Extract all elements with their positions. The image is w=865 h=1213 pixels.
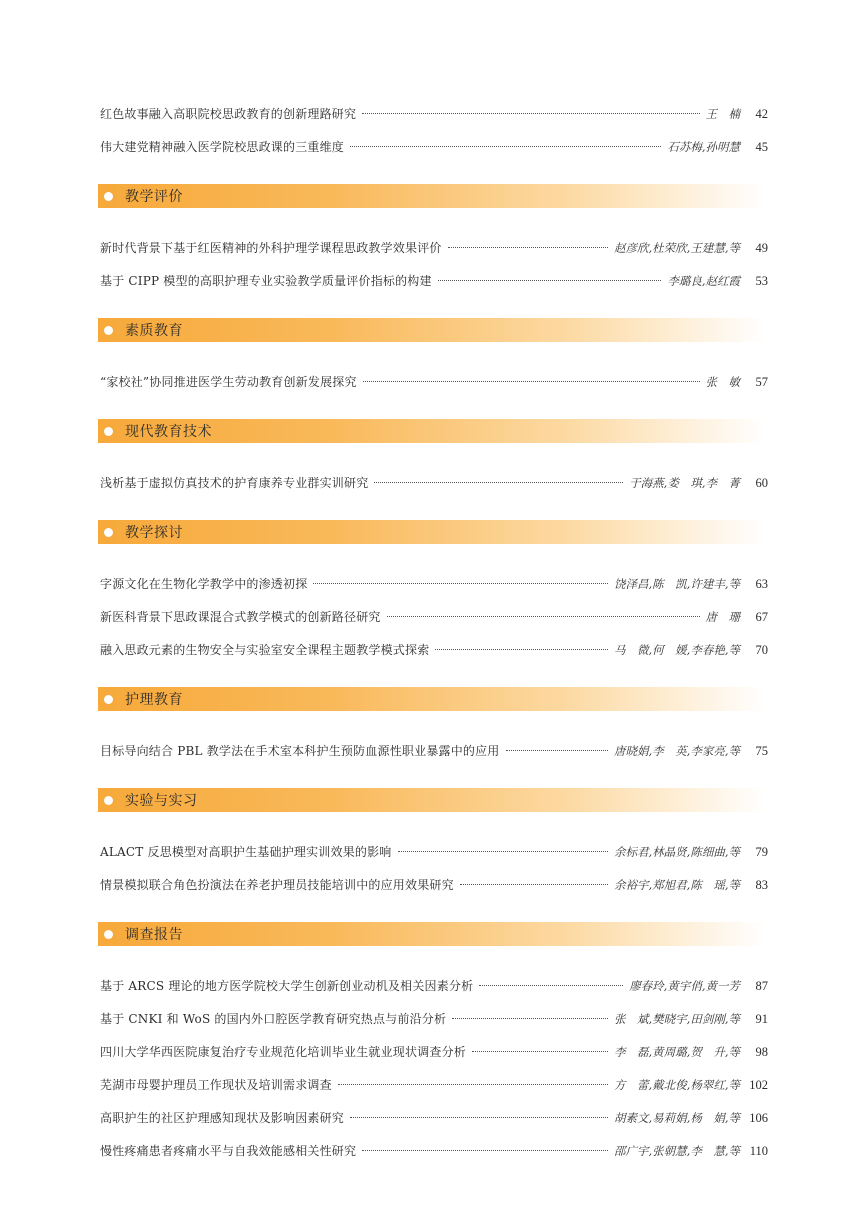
entry-page-number: 70	[755, 643, 768, 657]
entry-authors: 余裕宇,郑旭君,陈 瑶,等	[614, 878, 740, 892]
entry-authors: 余标君,林晶贤,陈细曲,等	[614, 845, 740, 859]
entry-page-number: 106	[749, 1111, 768, 1125]
entry-page-number: 60	[755, 476, 768, 490]
entry-authors: 廖春玲,黄宇俏,黄一芳	[629, 979, 740, 993]
toc-entry[interactable]	[100, 735, 768, 768]
entry-title: 伟大建党精神融入医学院校思政课的三重维度	[100, 140, 345, 154]
entry-page-number: 102	[749, 1078, 768, 1092]
section-title: 护理教育	[125, 692, 183, 708]
entry-page-number: 91	[755, 1012, 768, 1026]
toc-entry[interactable]	[100, 970, 768, 1003]
entry-authors: 李璐良,赵红霞	[667, 274, 740, 288]
section-title: 调查报告	[125, 927, 183, 943]
entry-title: 目标导向结合 PBL 教学法在手术室本科护生预防血源性职业暴露中的应用	[100, 744, 500, 758]
dot-leader	[374, 482, 623, 483]
entry-authors: 张 斌,樊晓宇,田剑刚,等	[614, 1012, 740, 1026]
section-header	[98, 184, 766, 208]
toc-entry[interactable]	[100, 1003, 768, 1036]
entry-title: 新医科背景下思政课混合式教学模式的创新路径研究	[100, 610, 381, 624]
entry-title: 融入思政元素的生物安全与实验室安全课程主题教学模式探索	[100, 643, 430, 657]
section-header	[98, 419, 766, 443]
toc-entry[interactable]	[100, 568, 768, 601]
entry-authors: 唐 珊	[705, 610, 740, 624]
entry-authors: 马 微,何 媛,李春艳,等	[614, 643, 740, 657]
entry-page-number: 79	[755, 845, 768, 859]
section-title: 教学评价	[125, 189, 183, 205]
dot-leader	[460, 884, 608, 885]
entry-authors: 李 磊,黄周璐,贺 升,等	[614, 1045, 740, 1059]
toc-entry[interactable]	[100, 634, 768, 667]
entry-title: “家校社”协同推进医学生劳动教育创新发展探究	[100, 375, 357, 389]
section-header	[98, 788, 766, 812]
bullet-dot-icon	[104, 427, 113, 436]
toc-entry[interactable]	[100, 1135, 768, 1168]
entry-page-number: 98	[755, 1045, 768, 1059]
entry-authors: 赵彦欣,杜荣欣,王建慧,等	[614, 241, 740, 255]
entry-page-number: 49	[755, 241, 768, 255]
entry-page-number: 67	[755, 610, 768, 624]
section-title: 现代教育技术	[125, 424, 212, 440]
toc-entry[interactable]	[100, 601, 768, 634]
entry-title: 慢性疼痛患者疼痛水平与自我效能感相关性研究	[100, 1144, 357, 1158]
bullet-dot-icon	[104, 528, 113, 537]
toc-entry[interactable]	[100, 366, 768, 399]
toc-entry[interactable]	[100, 1102, 768, 1135]
section-title: 素质教育	[125, 323, 183, 339]
bullet-dot-icon	[104, 326, 113, 335]
entry-authors: 于海燕,娄 琪,李 菁	[629, 476, 740, 490]
toc-entry[interactable]	[100, 467, 768, 500]
table-of-contents	[100, 98, 768, 1168]
toc-entry[interactable]	[100, 265, 768, 298]
entry-title: 芜湖市母婴护理员工作现状及培训需求调查	[100, 1078, 332, 1092]
entry-authors: 饶泽昌,陈 凯,许建丰,等	[614, 577, 740, 591]
entry-title: 基于 CIPP 模型的高职护理专业实验教学质量评价指标的构建	[100, 274, 432, 288]
dot-leader	[313, 583, 608, 584]
dot-leader	[362, 113, 699, 114]
dot-leader	[452, 1018, 608, 1019]
dot-leader	[387, 616, 700, 617]
dot-leader	[338, 1084, 608, 1085]
entry-authors: 张 敏	[705, 375, 740, 389]
toc-entry[interactable]	[100, 131, 768, 164]
dot-leader	[438, 280, 662, 281]
entry-authors: 唐晓娟,李 英,李家亮,等	[614, 744, 740, 758]
entry-page-number: 87	[755, 979, 768, 993]
entry-page-number: 110	[749, 1144, 768, 1158]
dot-leader	[363, 381, 700, 382]
entry-page-number: 57	[755, 375, 768, 389]
bullet-dot-icon	[104, 930, 113, 939]
section-title: 教学探讨	[125, 525, 183, 541]
dot-leader	[435, 649, 608, 650]
entry-authors: 邵广宇,张朝慧,李 慧,等	[614, 1144, 740, 1158]
entry-title: 四川大学华西医院康复治疗专业规范化培训毕业生就业现状调查分析	[100, 1045, 467, 1059]
section-header	[98, 687, 766, 711]
entry-title: 高职护生的社区护理感知现状及影响因素研究	[100, 1111, 345, 1125]
section-header	[98, 520, 766, 544]
section-header	[98, 318, 766, 342]
dot-leader	[472, 1051, 608, 1052]
entry-title: ALACT 反思模型对高职护生基础护理实训效果的影响	[100, 845, 392, 859]
dot-leader	[350, 146, 661, 147]
entry-title: 基于 ARCS 理论的地方医学院校大学生创新创业动机及相关因素分析	[100, 979, 474, 993]
dot-leader	[448, 247, 608, 248]
toc-entry[interactable]	[100, 1069, 768, 1102]
section-header	[98, 922, 766, 946]
entry-title: 浅析基于虚拟仿真技术的护育康养专业群实训研究	[100, 476, 369, 490]
dot-leader	[398, 851, 609, 852]
entry-page-number: 83	[755, 878, 768, 892]
dot-leader	[362, 1150, 608, 1151]
dot-leader	[479, 985, 623, 986]
entry-page-number: 75	[755, 744, 768, 758]
entry-title: 红色故事融入高职院校思政教育的创新理路研究	[100, 107, 357, 121]
section-title: 实验与实习	[125, 793, 198, 809]
dot-leader	[506, 750, 609, 751]
toc-entry[interactable]	[100, 98, 768, 131]
toc-entry[interactable]	[100, 869, 768, 902]
entry-authors: 王 楠	[705, 107, 740, 121]
entry-page-number: 42	[755, 107, 768, 121]
entry-authors: 胡素文,易莉娟,杨 娟,等	[614, 1111, 740, 1125]
bullet-dot-icon	[104, 192, 113, 201]
bullet-dot-icon	[104, 796, 113, 805]
entry-authors: 方 蕾,戴北俊,杨翠红,等	[614, 1078, 740, 1092]
entry-title: 基于 CNKI 和 WoS 的国内外口腔医学教育研究热点与前沿分析	[100, 1012, 447, 1026]
bullet-dot-icon	[104, 695, 113, 704]
toc-entry[interactable]	[100, 836, 768, 869]
entry-title: 字源文化在生物化学教学中的渗透初探	[100, 577, 308, 591]
toc-entry[interactable]	[100, 232, 768, 265]
entry-authors: 石苏梅,孙明慧	[667, 140, 740, 154]
entry-page-number: 45	[755, 140, 768, 154]
dot-leader	[350, 1117, 608, 1118]
entry-title: 新时代背景下基于红医精神的外科护理学课程思政教学效果评价	[100, 241, 442, 255]
toc-entry[interactable]	[100, 1036, 768, 1069]
entry-title: 情景模拟联合角色扮演法在养老护理员技能培训中的应用效果研究	[100, 878, 454, 892]
entry-page-number: 53	[755, 274, 768, 288]
entry-page-number: 63	[755, 577, 768, 591]
